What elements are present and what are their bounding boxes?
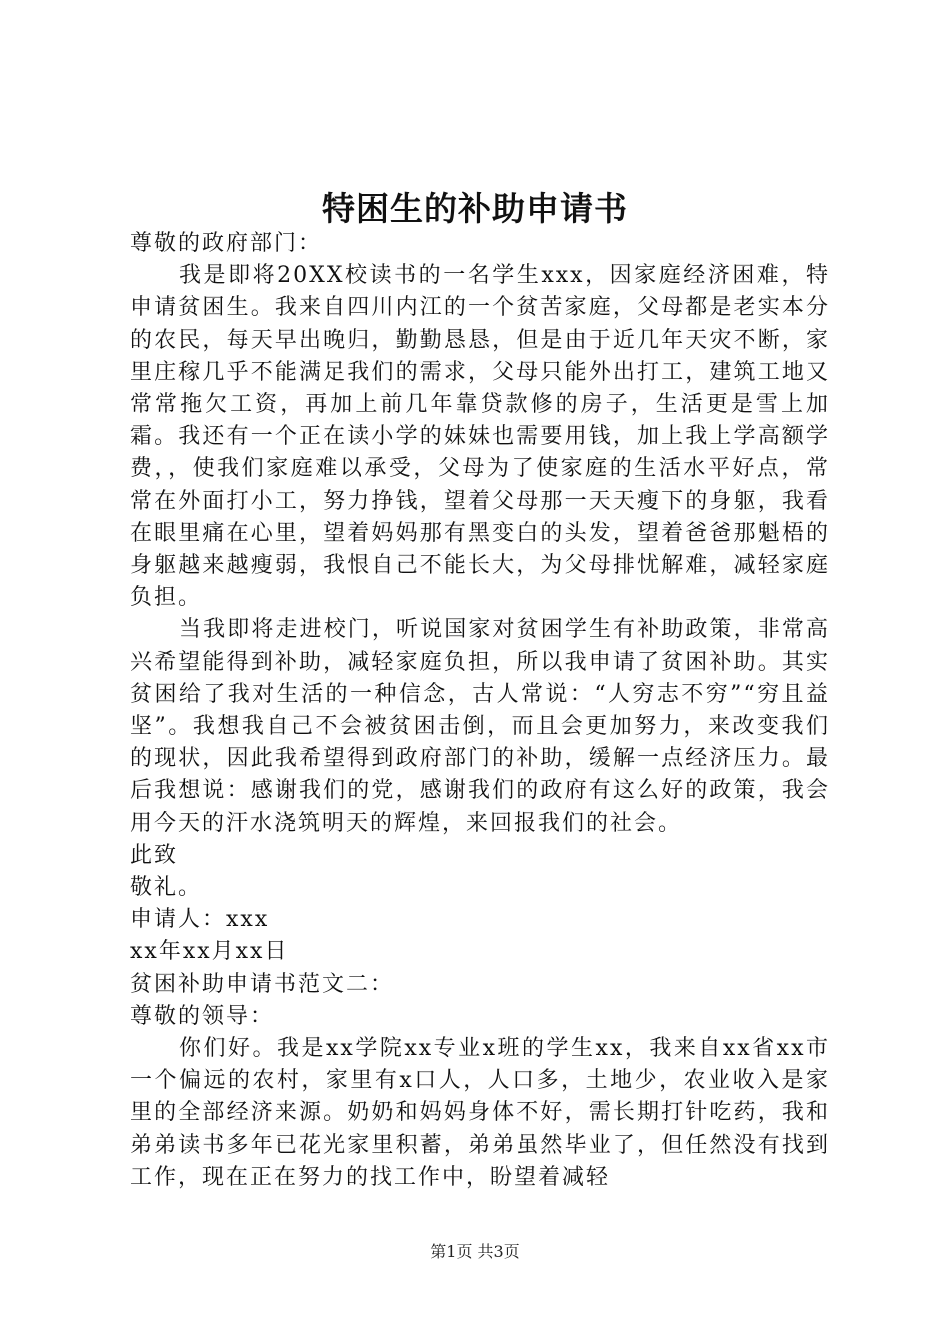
closing-line-2: 敬礼。 <box>130 875 203 901</box>
document-title: 特困生的补助申请书 <box>322 189 628 228</box>
closing-line-1: 此致 <box>130 842 179 868</box>
paragraph-2: 当我即将走进校门，听说国家对贫困学生有补助政策，非常高兴希望能得到补助，减轻家庭负担，所以我申请了贫困补助。其实贫困给了我对生活的一种信念，古人常说：“人穷志不穷”“穷且益坚”。我想我自己不会被贫困击倒，而且会更加努力，来改变我们的现状，因此我希望得到政府部门的补助，缓解一点经济压力。最后我想说：感谢我们的党，感谢我们的政府有这么好的政策，我会用今天的汗水浇筑明天的辉煌，来回报我们的社会。 <box>130 617 830 836</box>
paragraph-1: 我是即将20XX校读书的一名学生xxx，因家庭经济困难，特申请贫困生。我来自四川内江的一个贫苦家庭，父母都是老实本分的农民，每天早出晚归，勤勤恳恳，但是由于近几年天灾不断，家里庄稼几乎不能满足我们的需求，父母只能外出打工，建筑工地又常常拖欠工资，再加上前几年靠贷款修的房子，生活更是雪上加霜。我还有一个正在读小学的妹妹也需要用钱，加上我上学高额学费，，使我们家庭难以承受，父母为了使家庭的生活水平好点，常常在外面打小工，努力挣钱，望着父母那一天天瘦下的身躯，我看在眼里痛在心里，望着妈妈那有黑变白的头发，望着爸爸那魁梧的身躯越来越瘦弱，我恨自己不能长大，为父母排忧解难，减轻家庭负担。 <box>130 263 830 611</box>
section-2-heading: 贫困补助申请书范文二： <box>130 971 395 997</box>
applicant-line: 申请人：xxx <box>130 907 270 933</box>
paragraph-3: 你们好。我是xx学院xx专业x班的学生xx，我来自xx省xx市一个偏远的农村，家里有x口人，人口多，土地少，农业收入是家里的全部经济来源。奶奶和妈妈身体不好，需长期打针吃药，我和弟弟读书多年已花光家里积蓄，弟弟虽然毕业了，但任然没有找到工作，现在正在努力的找工作中，盼望着减轻 <box>130 1036 830 1190</box>
page-footer: 第1页 共3页 <box>430 1242 520 1261</box>
salutation-2: 尊敬的领导： <box>130 1003 275 1029</box>
document-body <box>130 228 830 1194</box>
salutation: 尊敬的政府部门： <box>130 231 323 256</box>
date-line: xx年xx月xx日 <box>130 939 289 965</box>
